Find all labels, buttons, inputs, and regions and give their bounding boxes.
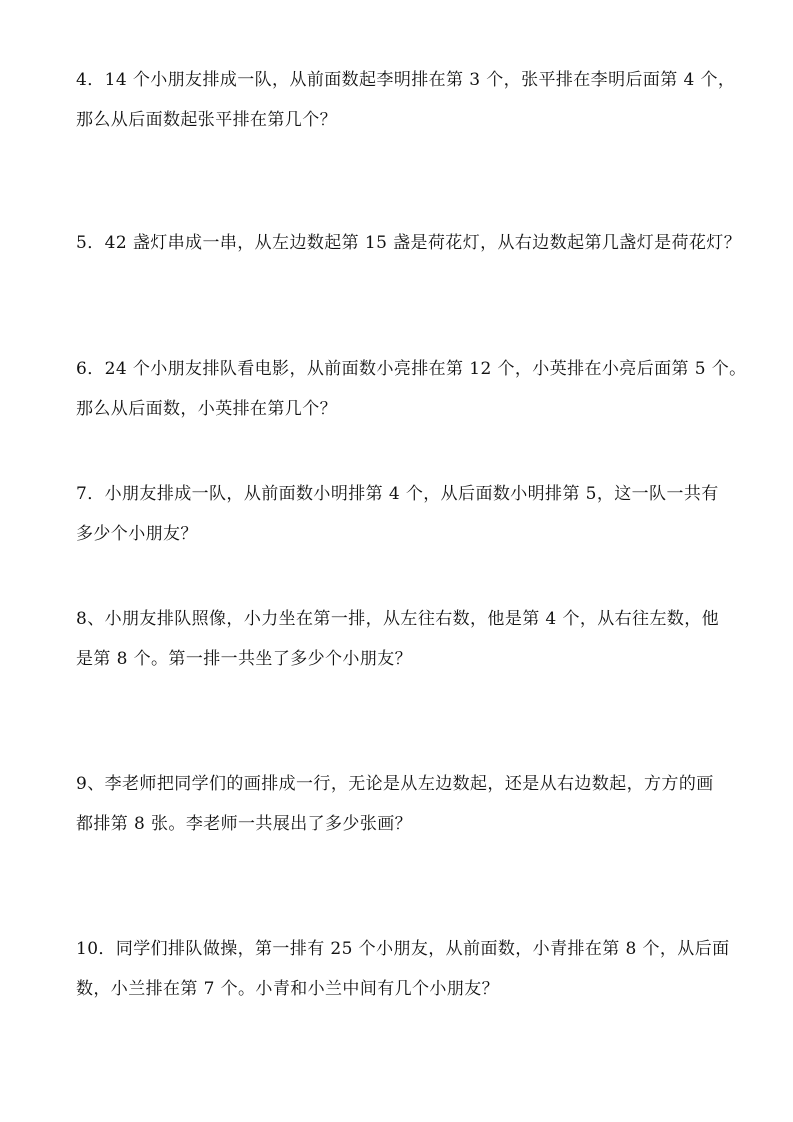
problem-4 (76, 60, 756, 140)
problem-7-line-2: 多少个小朋友？ (76, 524, 198, 544)
problem-7 (76, 474, 756, 554)
problem-10-line-2: 数，小兰排在第 7 个。小青和小兰中间有几个小朋友？ (76, 979, 500, 999)
problem-6 (76, 349, 756, 429)
problem-9-line-2: 都排第 8 张。李老师一共展出了多少张画？ (76, 814, 413, 834)
problem-8-line-2: 是第 8 个。第一排一共坐了多少个小朋友？ (76, 649, 413, 669)
problem-8-line-1: 8、小朋友排队照像，小力坐在第一排，从左往右数，他是第 4 个，从右往左数，他 (76, 609, 720, 629)
problem-10 (76, 929, 756, 1009)
problem-5 (76, 223, 756, 263)
problem-7-line-1: 7．小朋友排成一队，从前面数小明排第 4 个，从后面数小明排第 5，这一队一共有 (76, 484, 719, 504)
problem-4-line-2: 那么从后面数起张平排在第几个？ (76, 110, 337, 130)
problem-8 (76, 599, 756, 679)
problem-6-line-1: 6．24 个小朋友排队看电影，从前面数小亮排在第 12 个，小英排在小亮后面第 5 个。 (76, 359, 747, 379)
problem-9-line-1: 9、李老师把同学们的画排成一行，无论是从左边数起，还是从右边数起，方方的画 (76, 774, 714, 794)
problem-5-line-1: 5．42 盏灯串成一串，从左边数起第 15 盏是荷花灯，从右边数起第几盏灯是荷花灯？ (76, 233, 742, 253)
problem-4-line-1: 4．14 个小朋友排成一队，从前面数起李明排在第 3 个，张平排在李明后面第 4 个， (76, 70, 736, 90)
problem-6-line-2: 那么从后面数，小英排在第几个？ (76, 399, 337, 419)
problem-9 (76, 764, 756, 844)
problem-10-line-1: 10．同学们排队做操，第一排有 25 个小朋友，从前面数，小青排在第 8 个，从后面 (76, 939, 730, 959)
